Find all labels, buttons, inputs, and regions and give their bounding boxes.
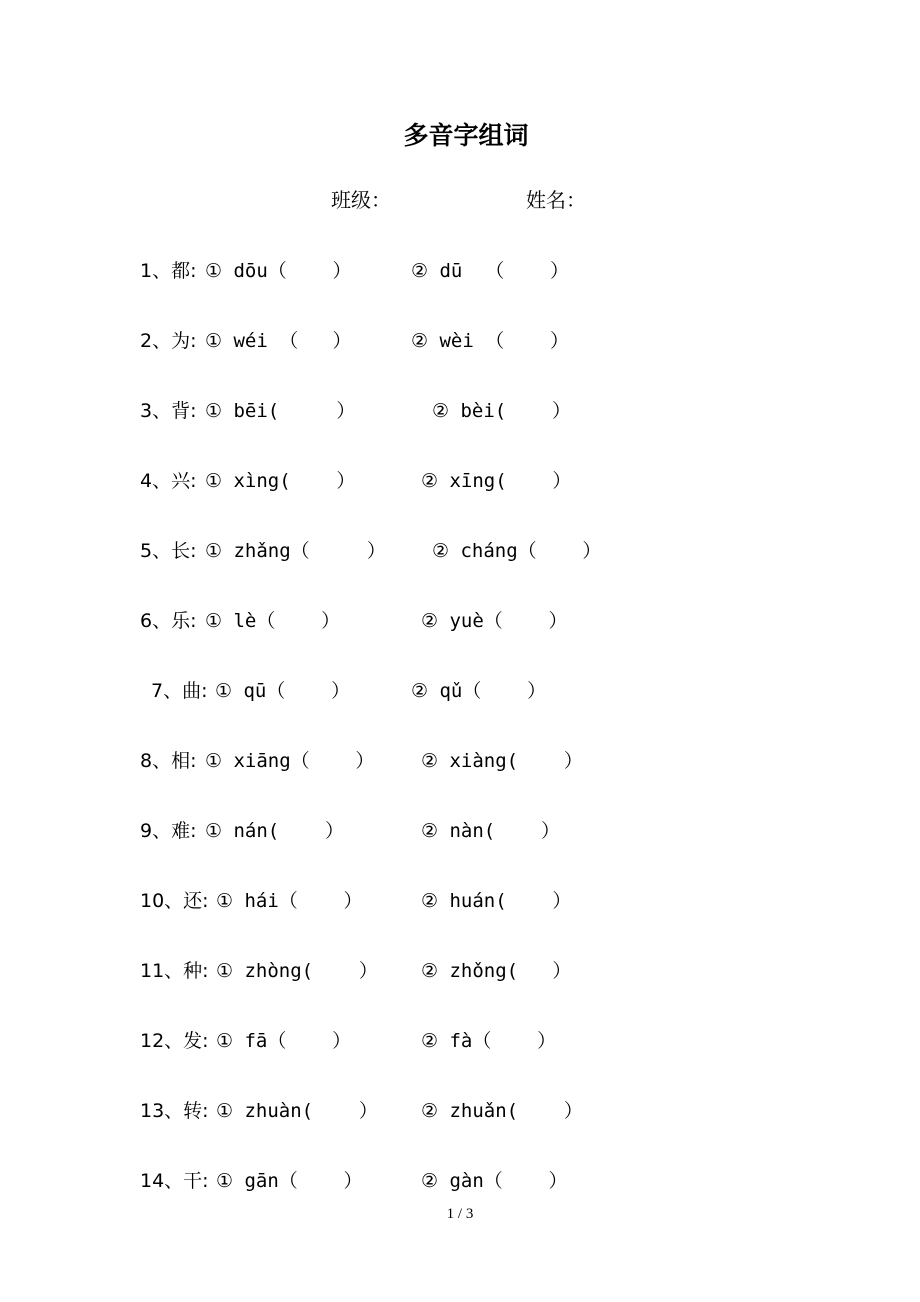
page-title: 多音字组词 xyxy=(403,121,529,150)
reading-one: ① hái（ ） xyxy=(216,890,363,912)
item-label: 5、长: xyxy=(140,540,197,562)
reading-two: ② zhuǎn( ） xyxy=(421,1100,583,1122)
item-label: 14、干: xyxy=(140,1170,209,1192)
exercise-item xyxy=(0,326,920,356)
reading-one: ① zhuàn( ） xyxy=(216,1100,378,1122)
reading-one: ① qū（ ） xyxy=(215,680,351,702)
reading-one: ① zhǎng（ ） xyxy=(205,540,386,562)
reading-one: ① lè（ ） xyxy=(205,610,341,632)
exercise-item xyxy=(0,256,920,286)
reading-two: ② huán( ） xyxy=(421,890,572,912)
reading-two: ② dū （ ） xyxy=(411,260,569,282)
item-label: 7、曲: xyxy=(151,680,208,702)
reading-one: ① nán( ） xyxy=(205,820,344,842)
reading-two: ② fà（ ） xyxy=(421,1030,557,1052)
reading-two: ② cháng（ ） xyxy=(432,540,602,562)
reading-two: ② xiàng( ） xyxy=(421,750,583,772)
reading-one: ① bēi( ） xyxy=(205,400,356,422)
name-label: 姓名： xyxy=(526,188,586,212)
exercise-item xyxy=(0,746,920,776)
reading-two: ② bèi( ） xyxy=(432,400,571,422)
reading-two: ② xīng( ） xyxy=(421,470,572,492)
exercise-item xyxy=(0,956,920,986)
item-label: 3、背: xyxy=(140,400,197,422)
class-label: 班级： xyxy=(331,188,391,212)
item-label: 9、难: xyxy=(140,820,197,842)
exercise-item xyxy=(0,886,920,916)
reading-two: ② qǔ（ ） xyxy=(411,680,547,702)
exercise-item xyxy=(0,396,920,426)
item-label: 8、相: xyxy=(140,750,197,772)
reading-two: ② zhǒng( ） xyxy=(421,960,572,982)
item-label: 12、发: xyxy=(140,1030,209,1052)
reading-one: ① wéi （ ） xyxy=(205,330,352,352)
item-label: 4、兴: xyxy=(140,470,197,492)
reading-two: ② yuè（ ） xyxy=(421,610,568,632)
page-number: 1 / 3 xyxy=(446,1206,474,1222)
exercise-item xyxy=(0,1096,920,1126)
reading-two: ② nàn( ） xyxy=(421,820,560,842)
exercise-item xyxy=(0,816,920,846)
reading-two: ② wèi （ ） xyxy=(411,330,569,352)
reading-one: ① xiāng（ ） xyxy=(205,750,375,772)
reading-one: ① gān（ ） xyxy=(216,1170,363,1192)
item-label: 13、转: xyxy=(140,1100,209,1122)
exercise-item xyxy=(0,606,920,636)
item-label: 1、都: xyxy=(140,260,197,282)
exercise-item xyxy=(0,466,920,496)
exercise-item xyxy=(0,1026,920,1056)
item-label: 10、还: xyxy=(140,890,209,912)
item-label: 2、为: xyxy=(140,330,197,352)
item-label: 6、乐: xyxy=(140,610,197,632)
reading-one: ① dōu（ ） xyxy=(205,260,352,282)
item-label: 11、种: xyxy=(140,960,209,982)
exercise-item xyxy=(0,676,920,706)
reading-two: ② gàn（ ） xyxy=(421,1170,568,1192)
reading-one: ① zhòng( ） xyxy=(216,960,378,982)
exercise-item xyxy=(0,1166,920,1196)
reading-one: ① fā（ ） xyxy=(216,1030,352,1052)
reading-one: ① xìng( ） xyxy=(205,470,356,492)
exercise-item xyxy=(0,536,920,566)
